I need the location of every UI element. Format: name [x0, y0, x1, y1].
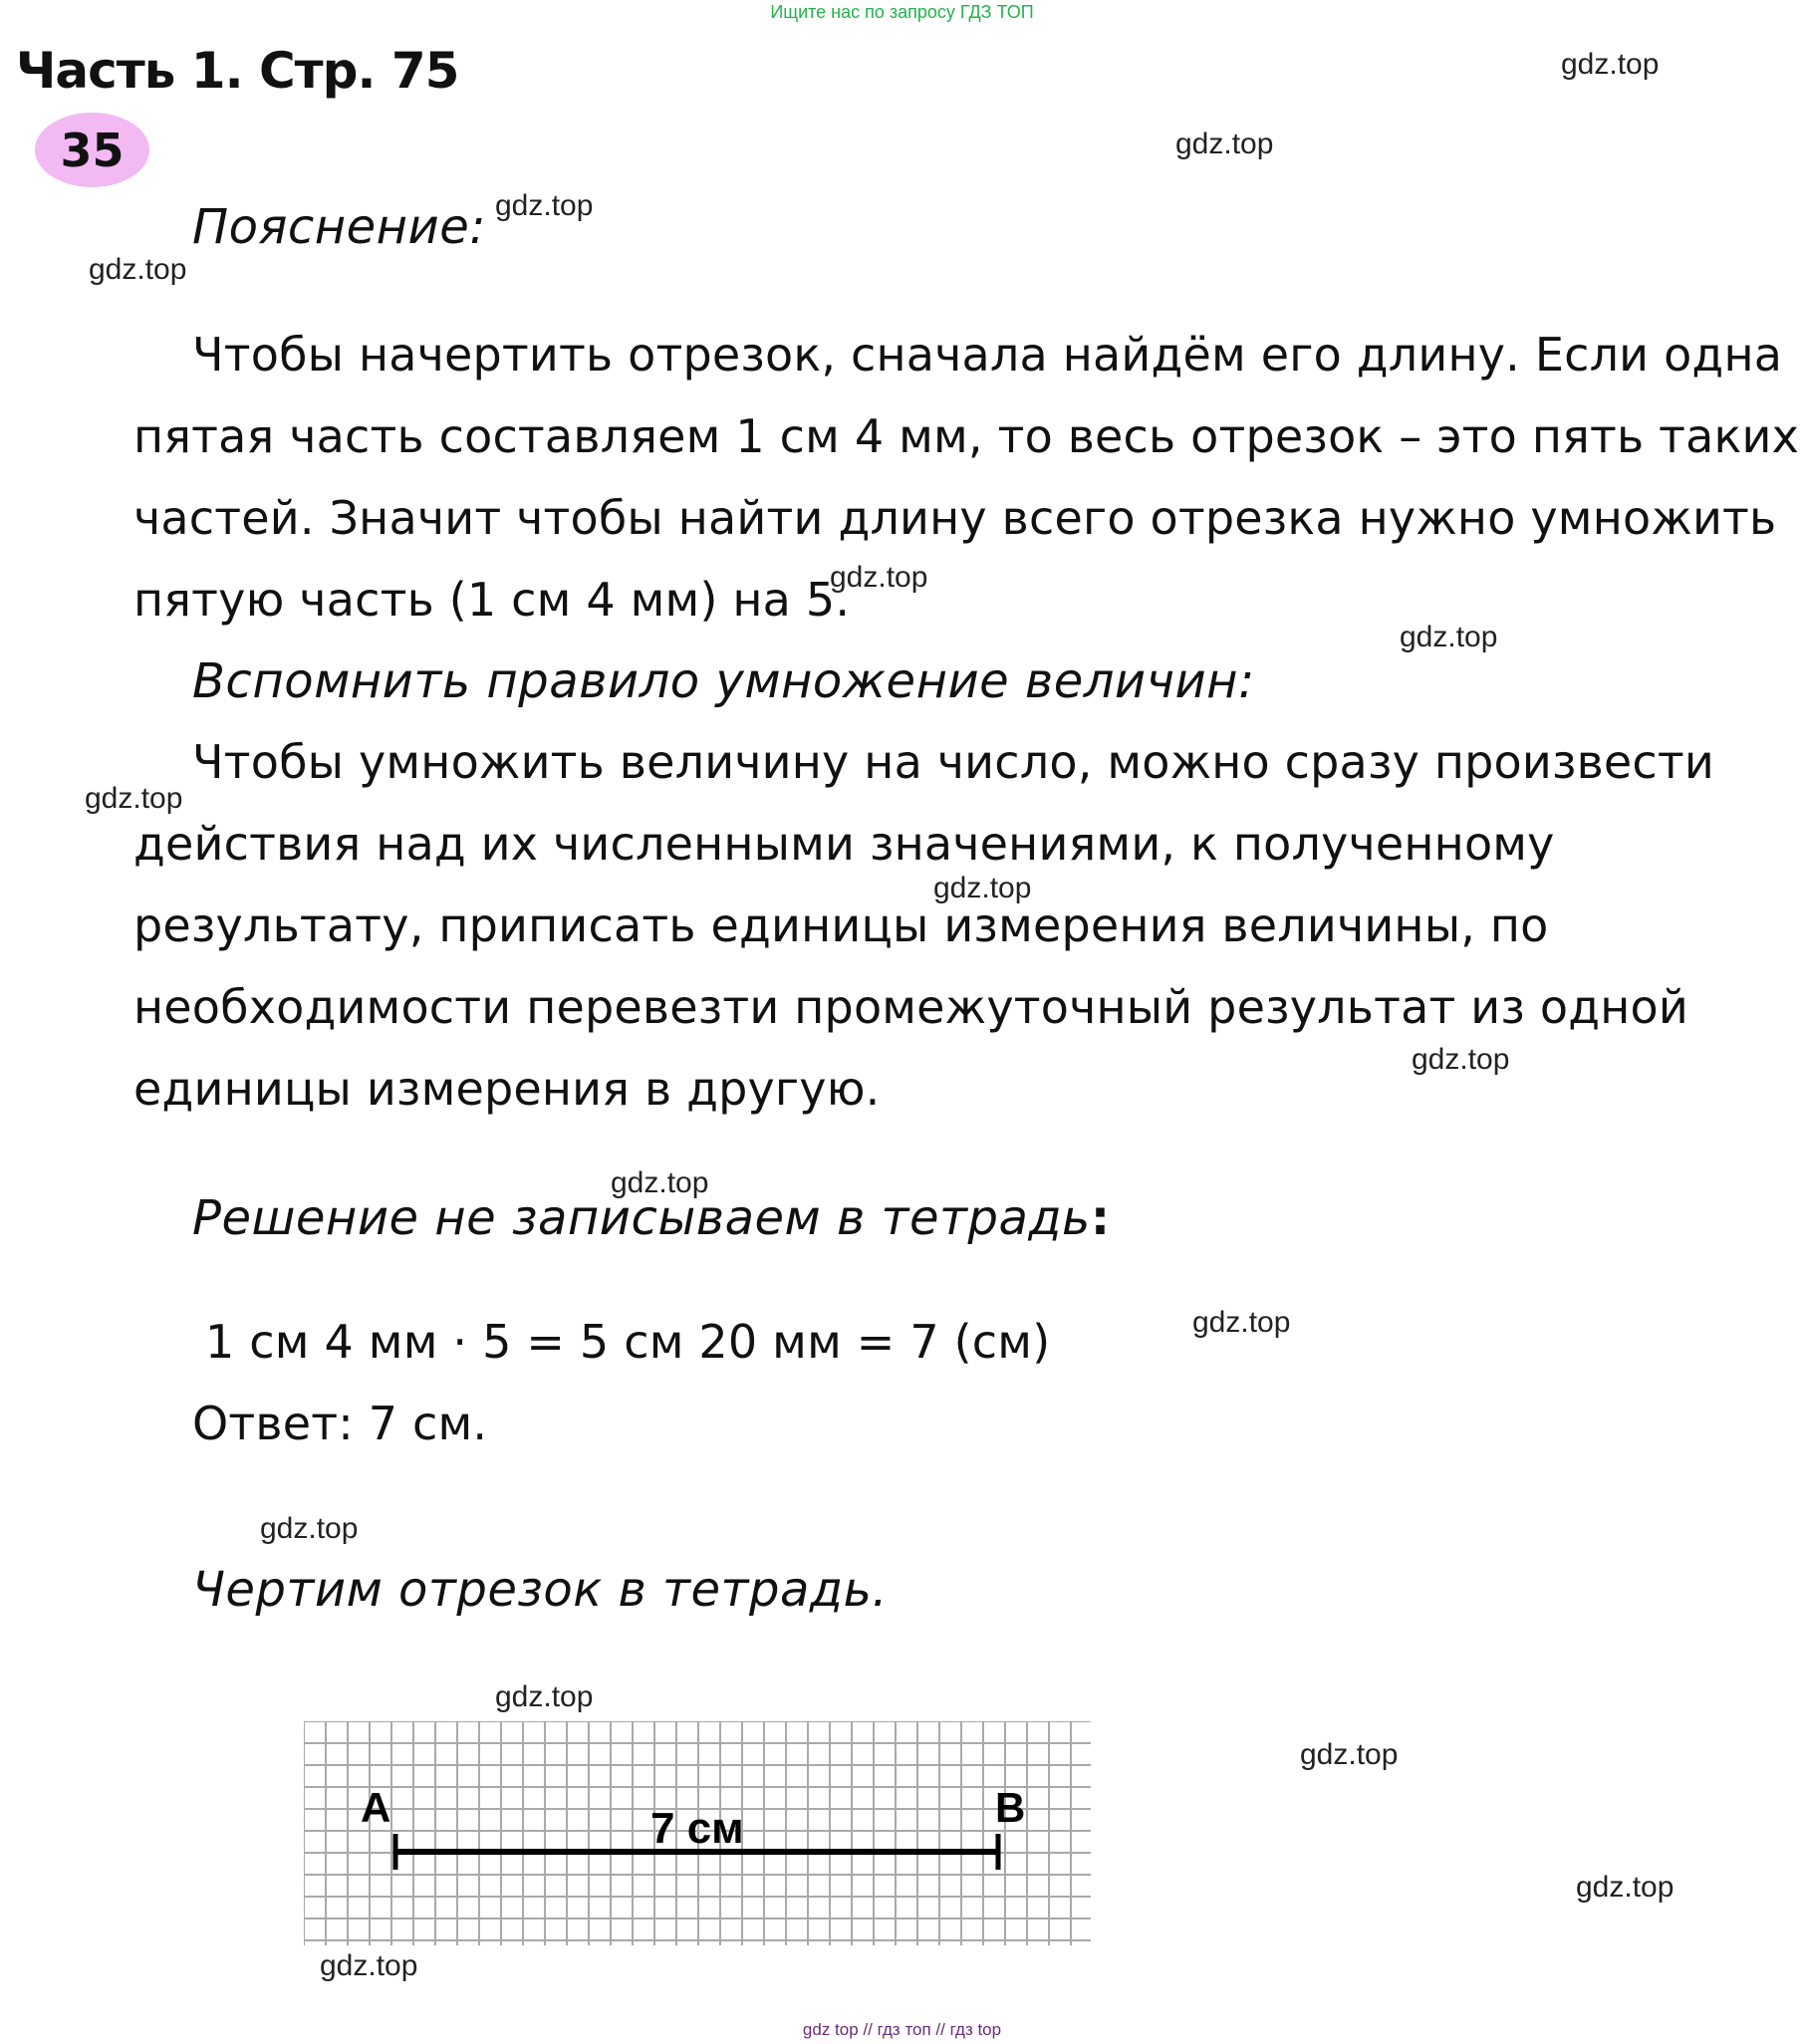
watermark: gdz.top — [1300, 1738, 1399, 1771]
rule-line-5: единицы измерения в другую. — [133, 1062, 881, 1116]
footer: gdz top // гдз топ // гдз top — [802, 2020, 1002, 2039]
watermark: gdz.top — [89, 253, 187, 286]
point-b-label: B — [995, 1784, 1026, 1831]
watermark: gdz.top — [495, 1680, 594, 1713]
watermark: gdz.top — [1400, 621, 1498, 653]
segment-length-label: 7 см — [650, 1804, 744, 1853]
task-number: 35 — [60, 123, 125, 177]
explanation-line-4: пятую часть (1 см 4 мм) на 5. — [133, 573, 851, 627]
watermark: gdz.top — [320, 1949, 418, 1982]
explanation-line-2: пятая часть составляем 1 см 4 мм, то весь отрезок – это пять таких — [133, 409, 1800, 463]
watermark: gdz.top — [1175, 128, 1274, 160]
rule-line-3: результату, приписать единицы измерения величины, по — [133, 898, 1549, 952]
explanation-line-1: Чтобы начертить отрезок, сначала найдём его длину. Если одна — [192, 328, 1783, 382]
page-title: Часть 1. Стр. 75 — [16, 42, 459, 100]
watermark: gdz.top — [260, 1512, 359, 1545]
watermark: gdz.top — [1192, 1306, 1291, 1339]
watermark: gdz.top — [1576, 1871, 1675, 1904]
solution-heading-text: Решение не записываем в тетрадь — [192, 1190, 1091, 1246]
rule-line-4: необходимости перевезти промежуточный результат из одной — [133, 980, 1688, 1034]
watermark: gdz.top — [1561, 48, 1660, 81]
solution-heading-colon: : — [1090, 1190, 1111, 1246]
explanation-heading: Пояснение: — [192, 199, 486, 255]
explanation-line-3: частей. Значит чтобы найти длину всего отрезка нужно умножить — [133, 491, 1777, 545]
rule-heading: Вспомнить правило умножение величин: — [192, 653, 1255, 709]
watermark: gdz.top — [933, 872, 1032, 904]
rule-line-2: действия над их численными значениями, к полученному — [133, 817, 1555, 871]
task-number-badge — [35, 113, 149, 187]
watermark: gdz.top — [830, 561, 928, 594]
watermark: gdz.top — [611, 1166, 709, 1199]
drawing-heading: Чертим отрезок в тетрадь. — [192, 1562, 889, 1618]
watermark: gdz.top — [85, 782, 183, 815]
watermark: gdz.top — [495, 189, 594, 222]
top-banner: Ищите нас по запросу ГДЗ ТОП — [770, 2, 1034, 22]
point-a-label: A — [361, 1784, 391, 1831]
solution-equation: 1 см 4 мм · 5 = 5 см 20 мм = 7 (см) — [205, 1315, 1051, 1369]
grid-drawing — [304, 1721, 1091, 1945]
answer-line: Ответ: 7 см. — [192, 1397, 488, 1450]
watermark: gdz.top — [1412, 1043, 1510, 1076]
rule-line-1: Чтобы умножить величину на число, можно сразу произвести — [192, 735, 1715, 789]
